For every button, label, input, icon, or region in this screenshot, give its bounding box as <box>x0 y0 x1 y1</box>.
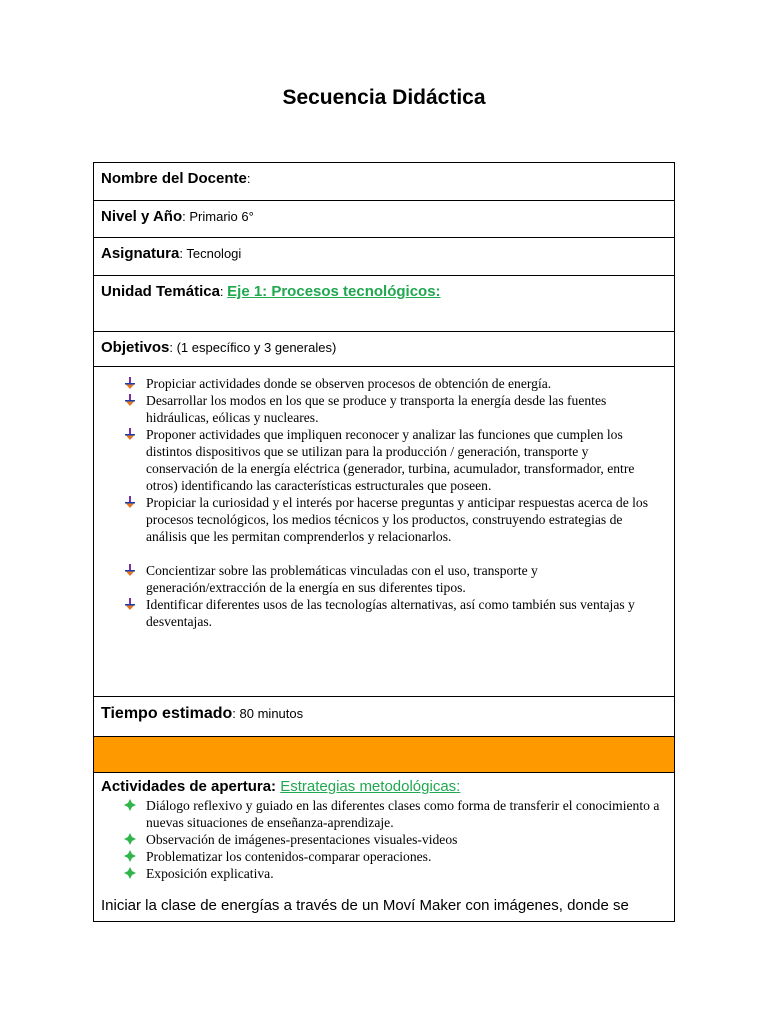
row-apertura <box>94 773 674 921</box>
docente-sep: : <box>246 171 251 186</box>
row-objetivos <box>94 332 674 367</box>
objective-item: Identificar diferentes usos de las tecnologías alternativas, así como también sus ventajas y desventajas. <box>124 596 654 630</box>
activity-item: Problematizar los contenidos-comparar operaciones. <box>124 848 664 865</box>
diamond-bullet-icon <box>124 850 136 862</box>
page-title: Secuencia Didáctica <box>282 86 486 109</box>
apertura-label: Actividades de apertura: <box>101 778 277 795</box>
tiempo-label: Tiempo estimado <box>101 705 233 722</box>
tiempo-value: 80 minutos <box>239 706 304 721</box>
activity-item: Diálogo reflexivo y guiado en las diferentes clases como forma de transferir el conocimiento a nuevas situaciones de enseñanza-aprendizaje. <box>124 797 664 831</box>
asignatura-value: Tecnologi <box>186 246 242 261</box>
objective-item: Concientizar sobre las problemáticas vinculadas con el uso, transporte y generación/extracción de la energía en sus diferentes tipos. <box>124 562 654 596</box>
tiempo-sep: : <box>232 706 240 721</box>
row-objetivos-list <box>94 367 674 697</box>
activities-list <box>124 797 664 882</box>
arrow-down-icon <box>124 428 136 440</box>
arrow-down-icon <box>124 377 136 389</box>
diamond-bullet-icon <box>124 867 136 879</box>
nivel-label: Nivel y Año <box>101 208 183 225</box>
diamond-bullet-icon <box>124 799 136 811</box>
objetivos-sep: : <box>169 340 177 355</box>
unidad-sep: : <box>219 284 228 299</box>
unidad-label: Unidad Temática <box>101 283 220 300</box>
objective-item: Propiciar actividades donde se observen procesos de obtención de energía. <box>124 375 654 392</box>
objective-item: Propiciar la curiosidad y el interés por hacerse preguntas y anticipar respuestas acerca de los procesos tecnológicos, los medios técnicos y los productos, construyendo estrategias de análisis que les permitan comprenderlos y relacionarlos. <box>124 494 654 545</box>
objective-item: Desarrollar los modos en los que se produce y transporta la energía desde las fuentes hidráulicas, eólicas y nucleares. <box>124 392 654 426</box>
objetivos-label: Objetivos <box>101 339 170 356</box>
arrow-down-icon <box>124 564 136 576</box>
row-tiempo <box>94 697 674 737</box>
row-nivel <box>94 201 674 238</box>
docente-label: Nombre del Docente <box>101 170 247 187</box>
diamond-bullet-icon <box>124 833 136 845</box>
objective-item: Proponer actividades que impliquen reconocer y analizar las funciones que cumplen los distintos dispositivos que se utilizan para la producción / generación, transporte y conservación de la energía eléctrica (generador, turbina, acumulador, transformador, entre otros) identificando las características estructurales que poseen. <box>124 426 654 494</box>
asignatura-sep: : <box>179 246 187 261</box>
unidad-link[interactable]: Eje 1: Procesos tecnológicos: <box>227 283 441 300</box>
asignatura-label: Asignatura <box>101 245 180 262</box>
apertura-link[interactable]: Estrategias metodológicas: <box>280 778 461 795</box>
apertura-text: Iniciar la clase de energías a través de un Moví Maker con imágenes, donde se <box>101 897 629 914</box>
orange-band <box>94 737 674 773</box>
objectives-list <box>124 375 654 630</box>
row-unidad <box>94 276 674 332</box>
objetivos-value: (1 específico y 3 generales) <box>176 340 337 355</box>
nivel-sep: : <box>182 209 190 224</box>
nivel-value: Primario 6° <box>189 209 254 224</box>
lesson-table <box>93 162 675 922</box>
row-asignatura <box>94 238 674 276</box>
arrow-down-icon <box>124 598 136 610</box>
activity-item: Exposición explicativa. <box>124 865 664 882</box>
activity-item: Observación de imágenes-presentaciones visuales-videos <box>124 831 664 848</box>
row-docente <box>94 163 674 201</box>
arrow-down-icon <box>124 394 136 406</box>
arrow-down-icon <box>124 496 136 508</box>
